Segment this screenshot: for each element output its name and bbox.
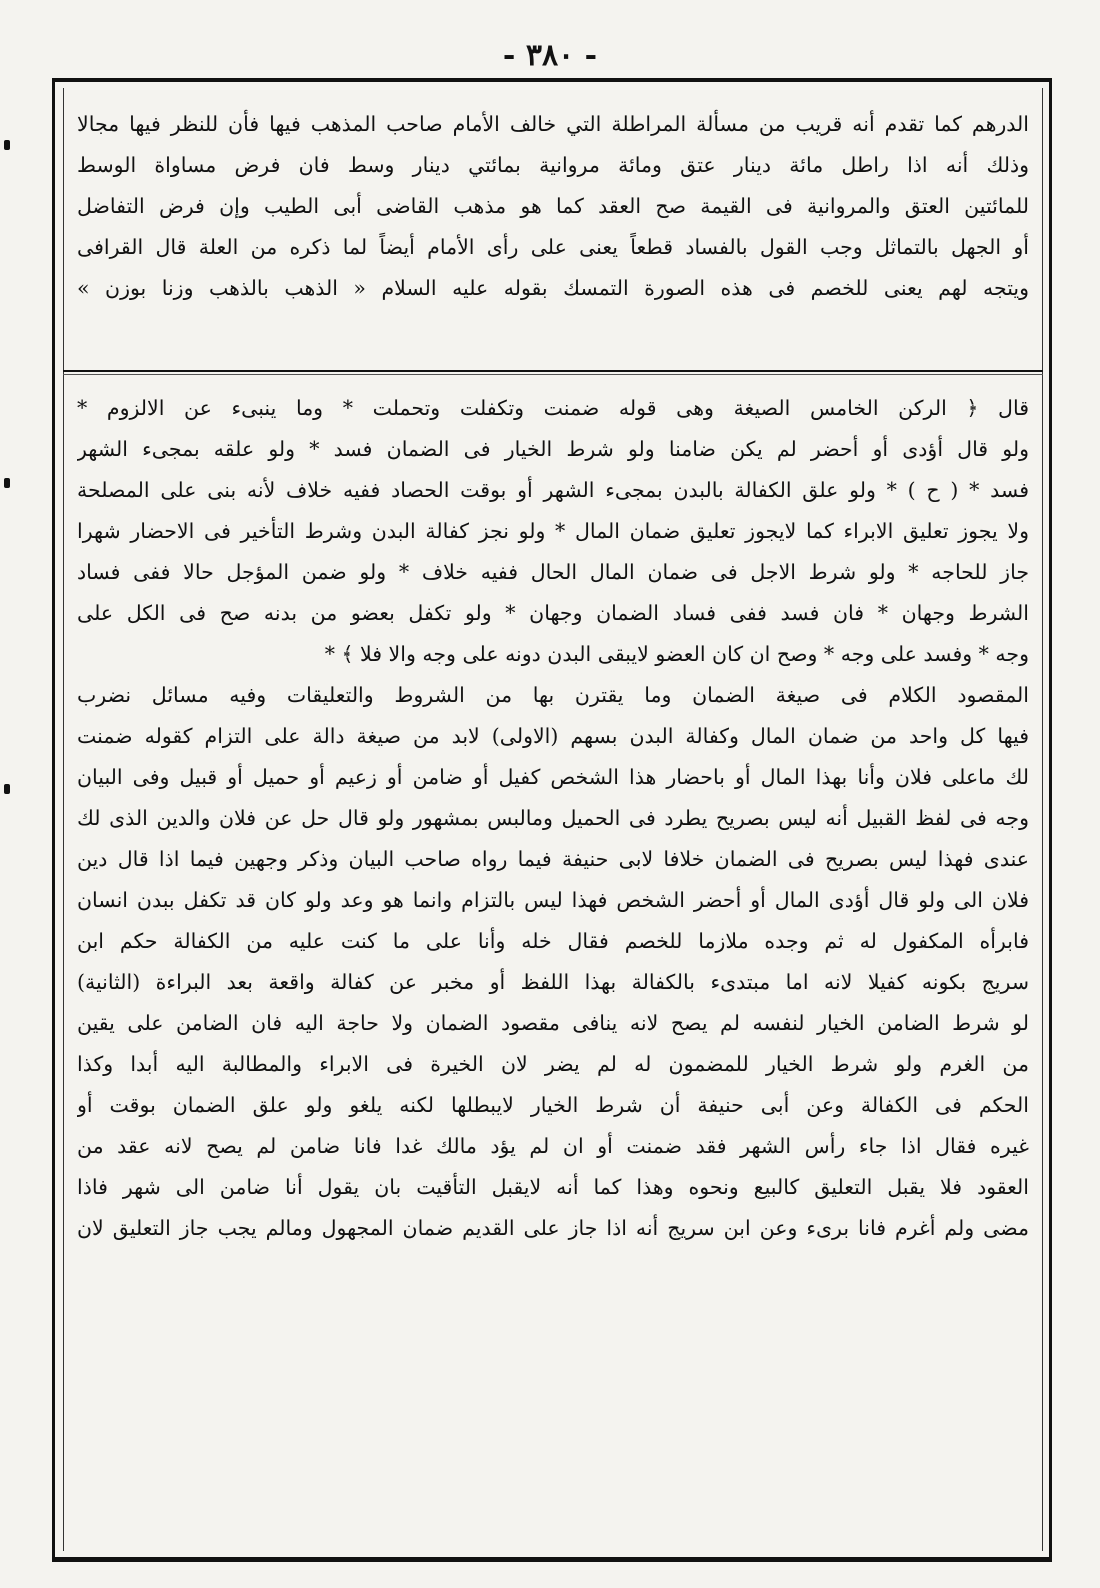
text-line: قال ﴿ الركن الخامس الصيغة وهى قوله ضمنت وتكفلت وتحملت * وما ينبىء عن الالزوم * [77, 396, 1029, 420]
text-line: غيره فقال اذا جاء رأس الشهر فقد ضمنت أو ان لم يؤد مالك غدا فانا ضامن لم يصح لانه عقد من [77, 1134, 1029, 1158]
text-line: للمائتين العتق والمروانية فى القيمة صح العقد كما هو مذهب القاضى أبى الطيب وإن فرض التفاضل [77, 194, 1029, 218]
text-line: من الغرم ولو شرط الخيار للمضمون له لم يضر لان الخيرة فى الابراء والمطالبة اليه أبدا وكذا [77, 1052, 1029, 1076]
main-text [77, 388, 1029, 1249]
text-line: لك ماعلى فلان وأنا بهذا المال أو باحضار هذا الشخص كفيل أو ضامن أو زعيم أو حميل أو قبيل وفى البيان [77, 765, 1029, 789]
text-line: وجه * وفسد على وجه * وصح ان كان العضو لايبقى البدن دونه على وجه والا فلا ﴾ * [324, 642, 1029, 666]
text-line: ولا يجوز تعليق الابراء كما لايجوز تعليق ضمان المال * ولو نجز كفالة البدن وشرط التأخير فى الاحضار شهرا [77, 519, 1029, 543]
margin-mark [4, 140, 10, 150]
text-line: ولو قال أؤدى أو أحضر لم يكن ضامنا ولو شرط الخيار فى الضمان فسد * ولو علقه بمجىء الشهر [77, 437, 1029, 461]
text-line: جاز للحاجه * ولو شرط الاجل فى ضمان المال الحال ففيه خلاف * ولو ضمن المؤجل حالا ففى فساد [77, 560, 1029, 584]
text-line: فلان الى ولو قال أؤدى المال أو أحضر الشخص فهذا ليس بالتزام وانما هو وعد ولو كان قد تكفل ببدن انسان [77, 888, 1029, 912]
margin-mark [4, 478, 10, 488]
text-line: المقصود الكلام فى صيغة الضمان وما يقترن بها من الشروط والتعليقات وفيه مسائل نضرب [77, 683, 1029, 707]
text-line: سريج بكونه كفيلا لانه اما مبتدىء بالكفالة بهذا اللفظ أو مخبر عن كفالة واقعة بعد البراءة (الثانية) [77, 970, 1029, 994]
continuation-paragraph [77, 104, 1029, 309]
page-number: - ٣٨٠ - [502, 38, 598, 73]
section-divider [63, 370, 1043, 372]
text-line: وجه فى لفظ القبيل أنه ليس بصريح يطرد فى الحميل ومالبس بمشهور ولو قال حل عن فلان والدين الذى لك [77, 806, 1029, 830]
page-frame [52, 78, 1052, 1562]
text-line: وذلك أنه اذا راطل مائة دينار عتق ومائة مروانية بمائتي دينار وسط فان فرض مساواة الوسط [77, 153, 1029, 177]
text-line: فابرأه المكفول له ثم وجده ملازما للخصم فقال خله وأنا على ما كنت عليه من الكفالة حكم ابن [77, 929, 1029, 953]
text-line: فيها كل واحد من ضمان المال وكفالة البدن بسهم (الاولى) لابد من صيغة دالة على التزام كقوله ضمنت [77, 724, 1029, 748]
text-line: عندى فهذا ليس بصريح فى الضمان خلافا لابى حنيفة فيما رواه صاحب البيان وذكر وجهين فيما اذا قال دين [77, 847, 1029, 871]
text-line: الحكم فى الكفالة وعن أبى حنيفة أن شرط الخيار لايبطلها لكنه يلغو ولو علق الضمان بوقت أو [77, 1093, 1029, 1117]
text-line: أو الجهل بالتماثل وجب القول بالفساد قطعاً يعنى على رأى الأمام أيضاً لما ذكره من العلة قال القرافى [77, 235, 1029, 259]
text-line: العقود فلا يقبل التعليق كالبيع ونحوه وهذا كما أنه لايقبل التأقيت بان يقول أنا ضامن الى شهر فاذا [77, 1175, 1029, 1199]
text-line: فسد * ( ح ) * ولو علق الكفالة بالبدن بمجىء الشهر أو بوقت الحصاد ففيه خلاف لأنه بنى على المصلحة [77, 478, 1029, 502]
text-line: لو شرط الضامن الخيار لنفسه لم يصح لانه ينافى مقصود الضمان ولا حاجة اليه فان الضامن على يقين [77, 1011, 1029, 1035]
margin-mark [4, 784, 10, 794]
text-line: ويتجه لهم يعنى للخصم فى هذه الصورة التمسك بقوله عليه السلام « الذهب بالذهب وزنا بوزن » [77, 276, 1029, 300]
section-divider-thin [63, 374, 1043, 375]
text-line: الشرط وجهان * فان فسد ففى فساد الضمان وجهان * ولو تكفل بعضو من بدنه صح فى الكل على [77, 601, 1029, 625]
text-line: مضى ولم أغرم فانا برىء وعن ابن سريج أنه اذا جاز على القديم ضمان المجهول ومالم يجب جاز التعليق لان [77, 1216, 1029, 1240]
text-line: الدرهم كما تقدم أنه قريب من مسألة المراطلة التي خالف الأمام صاحب المذهب فيها فأن للنظر فيها مجالا [77, 112, 1029, 136]
